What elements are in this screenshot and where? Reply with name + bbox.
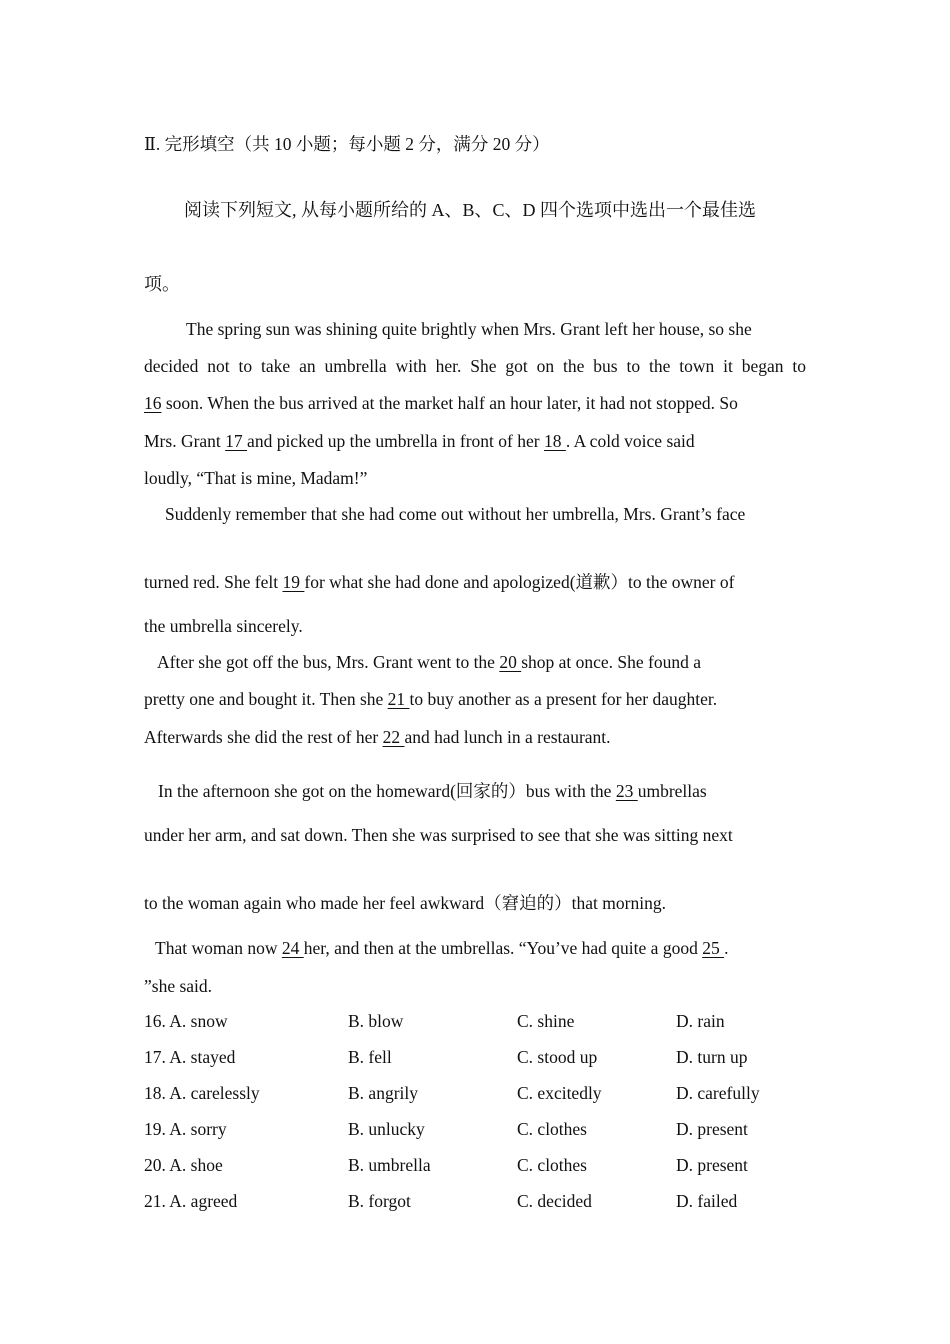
passage-line: to the woman again who made her feel awkward（窘迫的）that morning.: [144, 893, 666, 913]
passage-line: [155, 938, 728, 959]
blank-25: 25: [702, 938, 725, 958]
passage-line: [144, 393, 738, 414]
option-c: C. shine: [517, 1011, 575, 1031]
passage-text: for what she had done and apologized(道歉）to the owner of: [304, 572, 735, 592]
passage-text: After she got off the bus, Mrs. Grant went to the: [157, 652, 500, 672]
option-d: D. failed: [676, 1191, 738, 1211]
passage-line: [144, 569, 734, 594]
blank-18: 18: [543, 431, 566, 451]
option-d: D. present: [676, 1155, 748, 1175]
blank-20: 20: [499, 652, 522, 672]
option-d: D. present: [676, 1119, 748, 1139]
passage-line: the umbrella sincerely.: [144, 616, 303, 636]
passage-text: to buy another as a present for her daughter.: [409, 689, 718, 709]
instruction-text: 阅读下列短文, 从每小题所给的 A、B、C、D 四个选项中选出一个最佳选: [184, 200, 757, 220]
passage-line: The spring sun was shining quite brightly when Mrs. Grant left her house, so she: [186, 319, 752, 339]
passage-text: In the afternoon she got on the homeward(回家的）bus with the: [158, 781, 616, 801]
passage-text: .: [724, 938, 729, 958]
option-a: 21. A. agreed: [144, 1191, 238, 1211]
option-b: B. unlucky: [348, 1119, 425, 1139]
blank-23: 23: [615, 781, 638, 801]
option-d: D. rain: [676, 1011, 725, 1031]
option-c: C. stood up: [517, 1047, 598, 1067]
blank-16: 16: [144, 393, 162, 413]
blank-17: 17: [225, 431, 248, 451]
instruction-text-continued: 项。: [144, 274, 180, 294]
option-b: B. fell: [348, 1047, 392, 1067]
passage-line: [144, 431, 806, 452]
passage-line: under her arm, and sat down. Then she was surprised to see that she was sitting next: [144, 825, 733, 845]
passage-line: [144, 689, 717, 710]
option-b: B. forgot: [348, 1191, 411, 1211]
option-a: 17. A. stayed: [144, 1047, 236, 1067]
blank-24: 24: [281, 938, 304, 958]
option-a: 20. A. shoe: [144, 1155, 223, 1175]
passage-line: decided not to take an umbrella with her. She got on the bus to the town it began to: [144, 356, 806, 376]
passage-line: [158, 778, 707, 803]
passage-text: and had lunch in a restaurant.: [404, 727, 611, 747]
option-d: D. turn up: [676, 1047, 748, 1067]
passage-line: ”she said.: [144, 976, 213, 996]
passage-text: turned red. She felt: [144, 572, 283, 592]
blank-19: 19: [282, 572, 305, 592]
passage-text: That woman now: [155, 938, 282, 958]
option-a: 18. A. carelessly: [144, 1083, 260, 1103]
passage-text: shop at once. She found a: [521, 652, 702, 672]
passage-text: and picked up the umbrella in front of her: [247, 431, 544, 451]
option-a: 19. A. sorry: [144, 1119, 227, 1139]
option-b: B. umbrella: [348, 1155, 431, 1175]
passage-text: soon. When the bus arrived at the market half an hour later, it had not stopped. So: [161, 393, 738, 413]
passage-line: [144, 727, 611, 748]
passage-text: her, and then at the umbrellas. “You’ve had quite a good: [303, 938, 703, 958]
option-c: C. clothes: [517, 1155, 587, 1175]
option-c: C. clothes: [517, 1119, 587, 1139]
passage-text: Afterwards she did the rest of her: [144, 727, 383, 747]
blank-22: 22: [382, 727, 405, 747]
passage-line: loudly, “That is mine, Madam!”: [144, 468, 368, 488]
option-c: C. excitedly: [517, 1083, 602, 1103]
passage-line: [157, 652, 701, 673]
section-heading: Ⅱ. 完形填空（共 10 小题；每小题 2 分，满分 20 分）: [144, 134, 550, 154]
option-b: B. blow: [348, 1011, 404, 1031]
passage-text: Mrs. Grant: [144, 431, 226, 451]
passage-text: . A cold voice said: [565, 431, 695, 451]
blank-21: 21: [387, 689, 410, 709]
option-b: B. angrily: [348, 1083, 418, 1103]
passage-text: pretty one and bought it. Then she: [144, 689, 388, 709]
option-d: D. carefully: [676, 1083, 760, 1103]
option-a: 16. A. snow: [144, 1011, 228, 1031]
option-c: C. decided: [517, 1191, 592, 1211]
passage-line: Suddenly remember that she had come out without her umbrella, Mrs. Grant’s face: [165, 504, 746, 524]
passage-text: umbrellas: [637, 781, 707, 801]
